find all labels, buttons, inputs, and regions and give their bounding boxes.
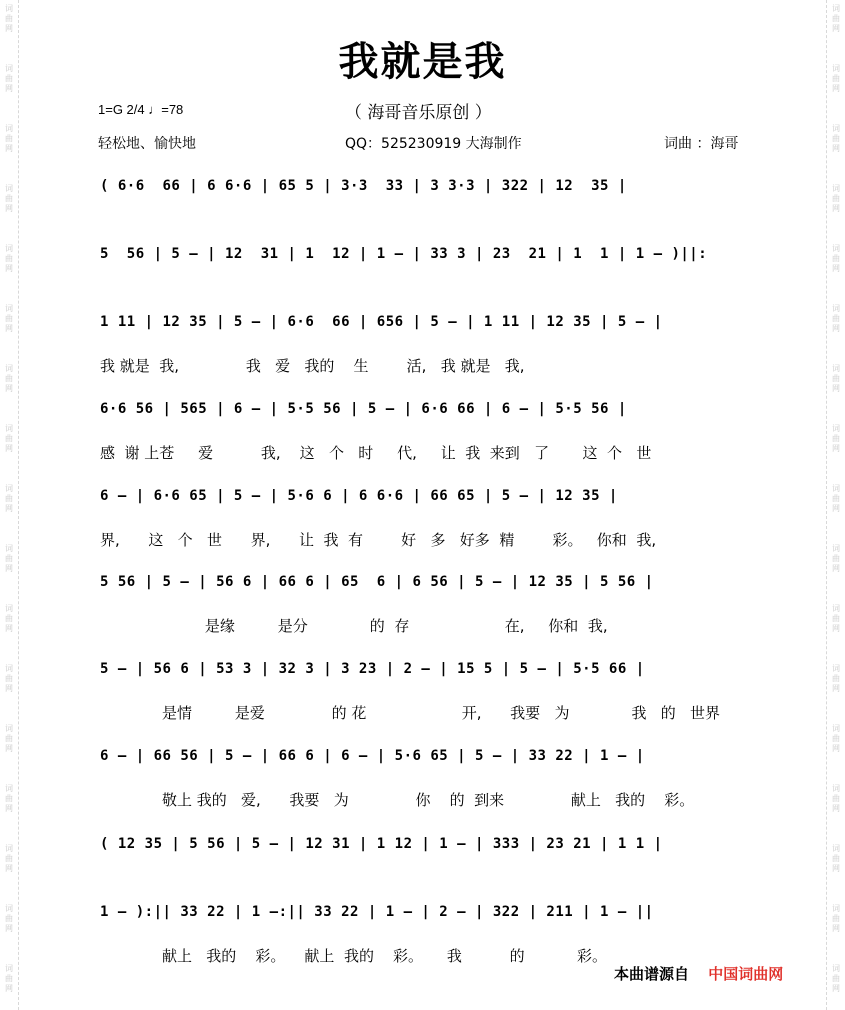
watermark-text: 词 曲 网 — [832, 184, 840, 213]
watermark-text: 词 曲 网 — [5, 484, 13, 513]
watermark-text: 词 曲 网 — [5, 844, 13, 873]
score-line — [100, 746, 762, 786]
notation-text: 1 11 | 12 35 | 5 — | 6·6 66 | 656 | 5 — | 1 11 | 12 35 | 5 — | — [100, 314, 663, 330]
score-line — [100, 176, 762, 216]
watermark-text: 词 曲 网 — [832, 304, 840, 333]
lyrics-line: 敬上 我的 爱, 我要 为 你 的 到来 献上 我的 彩。 — [100, 791, 695, 809]
lyrics-music-credit: 词曲 ：海哥 — [664, 136, 739, 152]
watermark-text: 词 曲 网 — [5, 244, 13, 273]
watermark-text: 词 曲 网 — [832, 724, 840, 753]
source-label: 本曲谱源自 — [614, 965, 690, 983]
lyrics-line: 感 谢 上苍 爱 我, 这 个 时 代, 让 我 来到 了 这 个 世 — [100, 444, 652, 462]
watermark-text: 词 曲 网 — [5, 184, 13, 213]
score-line — [100, 834, 762, 874]
song-title: 我就是我 — [338, 38, 507, 85]
notation-text: 5 56 | 5 — | 56 6 | 66 6 | 65 6 | 6 56 | 5 — | 12 35 | 5 56 | — [100, 574, 654, 590]
notation-text: ( 6·6 66 | 6 6·6 | 65 5 | 3·3 33 | 3 3·3 | 322 | 12 35 | — [100, 178, 627, 194]
watermark-text: 词 曲 网 — [832, 64, 840, 93]
notation-text: 6 — | 66 56 | 5 — | 66 6 | 6 — | 5·6 65 | 5 — | 33 22 | 1 — | — [100, 748, 645, 764]
subtitle: （ 海哥音乐原创 ） — [345, 103, 492, 123]
score-line — [100, 312, 762, 352]
score-line — [100, 902, 762, 942]
left-watermark-strip — [0, 0, 19, 1010]
watermark-text: 词 曲 网 — [832, 244, 840, 273]
watermark-text: 词 曲 网 — [832, 484, 840, 513]
source-site: 中国词曲网 — [708, 965, 784, 983]
watermark-text: 词 曲 网 — [5, 724, 13, 753]
watermark-text: 词 曲 网 — [5, 604, 13, 633]
notation-text: 1 — ):|| 33 22 | 1 —:|| 33 22 | 1 — | 2 — | 322 | 211 | 1 — || — [100, 904, 654, 920]
score-line — [100, 659, 762, 699]
right-watermark-strip — [826, 0, 845, 1010]
watermark-text: 词 曲 网 — [5, 664, 13, 693]
watermark-text: 词 曲 网 — [5, 424, 13, 453]
watermark-text: 词 曲 网 — [832, 844, 840, 873]
watermark-text: 词 曲 网 — [832, 964, 840, 993]
lyrics-line: 献上 我的 彩。 献上 我的 彩。 我 的 彩。 — [100, 947, 608, 965]
notation-text: 6 — | 6·6 65 | 5 — | 5·6 6 | 6 6·6 | 66 65 | 5 — | 12 35 | — [100, 488, 618, 504]
key-tempo: 1=G 2/4 ♩=78 — [98, 102, 184, 117]
lyrics-line: 是缘 是分 的 存 在, 你和 我, — [100, 617, 608, 635]
watermark-text: 词 曲 网 — [5, 544, 13, 573]
maker-info: QQ：525230919 大海制作 — [345, 136, 522, 152]
watermark-text: 词 曲 网 — [5, 904, 13, 933]
watermark-text: 词 曲 网 — [5, 124, 13, 153]
notation-text: 5 56 | 5 — | 12 31 | 1 12 | 1 — | 33 3 | 23 21 | 1 1 | 1 — )||: — [100, 246, 708, 262]
watermark-text: 词 曲 网 — [832, 604, 840, 633]
watermark-text: 词 曲 网 — [832, 124, 840, 153]
watermark-text: 词 曲 网 — [5, 364, 13, 393]
lyrics-line: 是情 是爱 的 花 开, 我要 为 我 的 世界 — [100, 704, 721, 722]
watermark-text: 词 曲 网 — [832, 364, 840, 393]
source-credit — [614, 963, 783, 984]
watermark-text: 词 曲 网 — [832, 4, 840, 33]
notation-text: 5 — | 56 6 | 53 3 | 32 3 | 3 23 | 2 — | 15 5 | 5 — | 5·5 66 | — [100, 661, 645, 677]
watermark-text: 词 曲 网 — [5, 964, 13, 993]
watermark-text: 词 曲 网 — [832, 424, 840, 453]
watermark-text: 词 曲 网 — [5, 304, 13, 333]
score-line — [100, 486, 762, 526]
watermark-text: 词 曲 网 — [5, 784, 13, 813]
notation-text: ( 12 35 | 5 56 | 5 — | 12 31 | 1 12 | 1 — | 333 | 23 21 | 1 1 | — [100, 836, 663, 852]
expression-mark: 轻松地、愉快地 — [98, 136, 196, 152]
lyrics-line: 我 就是 我, 我 爱 我的 生 活, 我 就是 我, — [100, 357, 525, 375]
watermark-text: 词 曲 网 — [5, 64, 13, 93]
score-line — [100, 399, 762, 439]
score-line — [100, 244, 762, 284]
score-line — [100, 572, 762, 612]
watermark-text: 词 曲 网 — [5, 4, 13, 33]
watermark-text: 词 曲 网 — [832, 784, 840, 813]
watermark-text: 词 曲 网 — [832, 664, 840, 693]
notation-text: 6·6 56 | 565 | 6 — | 5·5 56 | 5 — | 6·6 66 | 6 — | 5·5 56 | — [100, 401, 627, 417]
watermark-text: 词 曲 网 — [832, 544, 840, 573]
lyrics-line: 界, 这 个 世 界, 让 我 有 好 多 好多 精 彩。 你和 我, — [100, 531, 657, 549]
watermark-text: 词 曲 网 — [832, 904, 840, 933]
